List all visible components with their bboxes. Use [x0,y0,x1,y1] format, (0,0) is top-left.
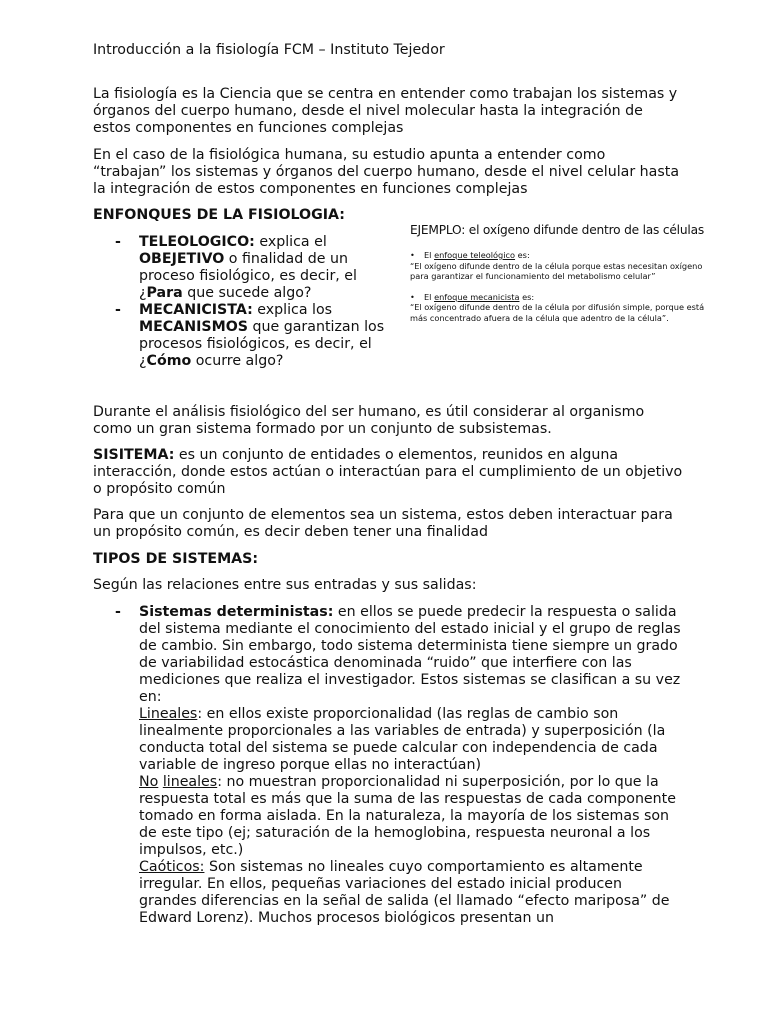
example-mecanicista [410,292,715,324]
bullet-dash: - [115,302,121,318]
teleologico-label: TELEOLOGICO: [139,234,255,250]
text-run: es: [515,250,530,260]
text-run: o finalidad de un proceso fisiológico, es decir, el ¿ [139,251,357,301]
intro-paragraph: La fisiología es la Ciencia que se centra en entender como trabajan los sistemas y órganos del cuerpo humano, desde el nivel molecular hasta la integración de estos componentes en funciones complejas [93,86,678,136]
text-run: explica el [254,234,327,250]
bullet-dot: • [410,291,415,302]
example-mecanicista-quote: “El oxígeno difunde dentro de la célula por difusión simple, porque está más concentrado afuera de la célula que adentro de la célula”. [410,302,705,323]
text-run-bold: Para [146,285,183,301]
human-physiology-paragraph: En el caso de la fisiológica humana, su estudio apunta a entender como “trabajan” los sistemas y órganos del cuerpo humano, desde el nivel celular hasta la integración de estos componentes en funciones complejas [93,147,680,197]
tipos-heading: TIPOS DE SISTEMAS: [93,551,259,567]
text-run: El [424,291,435,302]
list-item-deterministas [93,604,683,927]
text-run-bold: OBEJETIVO [139,251,225,267]
enfoques-heading: ENFONQUES DE LA FISIOLOGIA: [93,207,345,223]
sistema-label: SISITEMA: [93,447,175,463]
mecanicista-label: MECANICISTA: [139,302,253,318]
tipos-list [93,604,683,927]
tipos-intro: Según las relaciones entre sus entradas y sus salidas: [93,577,477,593]
caoticos-label: Caóticos: [139,859,205,875]
analysis-paragraph: Durante el análisis fisiológico del ser humano, es útil considerar al organismo como un gran sistema formado por un conjunto de subsistemas. [93,404,645,437]
example-title: EJEMPLO: el oxígeno difunde dentro de las células [410,223,704,237]
text-run: en ellos se puede predecir la respuesta o salida del sistema mediante el conocimiento del estado inicial y el grupo de reglas de cambio. Sin embargo, todo sistema determinista tiene siempre un grado de variabilidad estocástica denominada “ruido” que interfiere con las mediciones que realiza el investigador. Estos sistemas se clasifican a su vez en: [139,604,681,705]
enfoques-list [93,234,393,370]
sistema-definition [93,447,683,498]
para-que-paragraph: Para que un conjunto de elementos sea un sistema, estos deben interactuar para un propósito común, es decir deben tener una finalidad [93,507,673,540]
text-run: que garantizan los procesos fisiológicos, es decir, el ¿ [139,319,385,369]
text-run-underlined: enfoque teleológico [434,250,516,260]
text-run: explica los [252,302,333,318]
deterministas-label: Sistemas deterministas: [139,604,334,620]
text-run: es: [519,291,535,302]
text-run: ocurre algo? [191,353,284,369]
example-figure [410,222,715,352]
text-run-underlined: enfoque mecanicista [434,291,520,302]
text-run: : no muestran proporcionalidad ni superposición, por lo que la respuesta total es más que la suma de las respuestas de cada componente tomado en forma aislada. En la naturaleza, la mayoría de los sistemas son de este tipo (ej; saturación de la hemoglobina, respuesta neuronal a los impulsos, etc.) [139,774,676,858]
text-run-bold: MECANISMOS [139,319,248,335]
text-run: es un conjunto de entidades o elementos, reunidos en alguna interacción, donde estos actúan o interactúan para el cumplimiento de un objetivo o propósito común [93,447,683,497]
text-run: Son sistemas no lineales cuyo comportamiento es altamente irregular. En ellos, pequeñas variaciones del estado inicial producen grandes diferencias en la señal de salida (el llamado “efecto mariposa” de Edward Lorenz). Muchos procesos biológicos presentan un [139,859,670,926]
bullet-dash: - [115,234,121,250]
example-teleologico [410,250,715,282]
text-run: : en ellos existe proporcionalidad (las reglas de cambio son linealmente proporcionales a las variables de entrada) y superposición (la conducta total del sistema se puede calcular con independencia de cada variable de ingreso porque ellas no interactúan) [139,706,666,773]
list-item-mecanicista [93,302,393,370]
text-run: que sucede algo? [182,285,312,301]
bullet-dot: • [410,250,415,260]
nolineales-label-2: lineales [162,774,218,790]
document-header: Introducción a la fisiología FCM – Instituto Tejedor [93,42,445,58]
text-run-bold: Cómo [146,353,192,369]
bullet-dash: - [115,604,121,620]
nolineales-label-1: No [139,774,159,790]
list-item-teleologico [93,234,393,302]
text-run: El [424,250,435,260]
lineales-label: Lineales [139,706,198,722]
example-teleologico-quote: “El oxígeno difunde dentro de la célula porque estas necesitan oxígeno para garantizar el funcionamiento del metabolismo celular” [410,260,703,281]
